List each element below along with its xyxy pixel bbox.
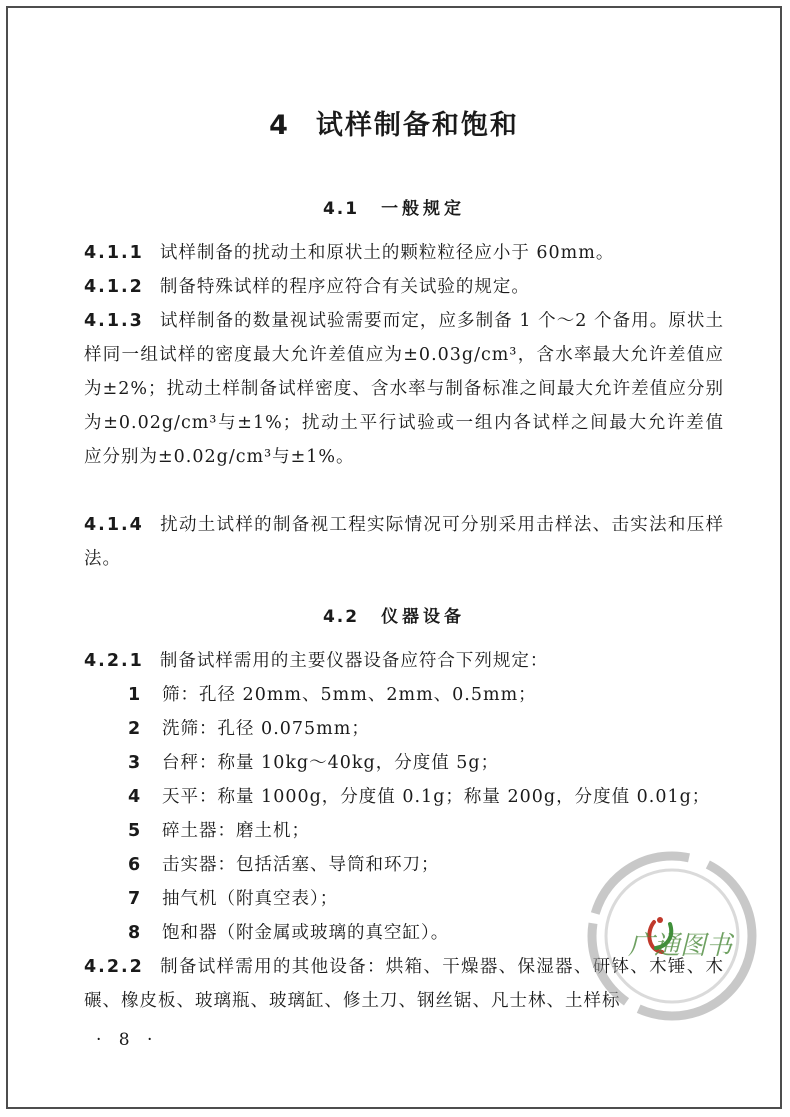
clause-4-1-4 <box>84 508 724 576</box>
clause-number: 4.1.1 <box>84 243 144 263</box>
list-item: 1 筛：孔径 20mm、5mm、2mm、0.5mm； <box>128 685 537 705</box>
chapter-title <box>8 103 780 142</box>
publisher-stamp-logo <box>584 848 760 1024</box>
document-page <box>6 6 782 1109</box>
clause-text: 制备特殊试样的程序应符合有关试验的规定。 <box>159 277 530 297</box>
clause-number: 4.1.4 <box>84 515 144 535</box>
list-item: 6 击实器：包括活塞、导筒和环刀； <box>128 855 440 875</box>
list-item: 5 碎土器：磨土机； <box>128 821 310 841</box>
clause-text: 制备试样需用的主要仪器设备应符合下列规定： <box>159 651 549 671</box>
clause-4-1-3 <box>84 304 724 474</box>
page-number: · 8 · <box>96 1030 159 1050</box>
list-item: 2 洗筛：孔径 0.075mm； <box>128 719 370 739</box>
chapter-number: 4 <box>269 110 290 141</box>
list-item: 8 饱和器（附金属或玻璃的真空缸）。 <box>128 923 450 943</box>
section-heading-4-2: 4.2 仪器设备 <box>322 607 466 627</box>
clause-4-2-1 <box>84 644 724 678</box>
section-heading-4-1: 4.1 一般规定 <box>322 199 466 219</box>
list-item: 4 天平：称量 1000g，分度值 0.1g；称量 200g，分度值 0.01g； <box>128 787 711 807</box>
clause-text: 试样制备的数量视试验需要而定，应多制备 1 个～2 个备用。原状土样同一组试样的密度最大允许差值应为±0.03g/cm³，含水率最大允许差值应为±2%；扰动土样制备试样密度、含水率与制备标准之间最大允许差值应分别为±0.02g/cm³与±1%；扰动土平行试验或一组内各试样之间最大允许差值应分别为±0.02g/cm³与±1%。 <box>84 311 724 467</box>
clause-4-1-1 <box>84 236 724 270</box>
clause-number: 4.2.2 <box>84 957 144 977</box>
clause-text: 扰动土试样的制备视工程实际情况可分别采用击样法、击实法和压样法。 <box>84 515 724 569</box>
list-item: 3 台秤：称量 10kg～40kg，分度值 5g； <box>128 753 500 773</box>
clause-text: 制备试样需用的其他设备：烘箱、干燥器、保湿器、研钵、木锤、木碾、橡皮板、玻璃瓶、玻璃缸、修土刀、钢丝锯、凡士林、土样标 <box>84 957 724 1011</box>
clause-number: 4.2.1 <box>84 651 144 671</box>
stamp-text: 广通图书 <box>627 931 733 961</box>
clause-text: 试样制备的扰动土和原状土的颗粒粒径应小于 60mm。 <box>159 243 615 263</box>
clause-number: 4.1.3 <box>84 311 144 331</box>
chapter-title-text: 试样制备和饱和 <box>315 110 519 141</box>
clause-4-1-2 <box>84 270 724 304</box>
list-item: 7 抽气机（附真空表）； <box>128 889 339 909</box>
clause-number: 4.1.2 <box>84 277 144 297</box>
